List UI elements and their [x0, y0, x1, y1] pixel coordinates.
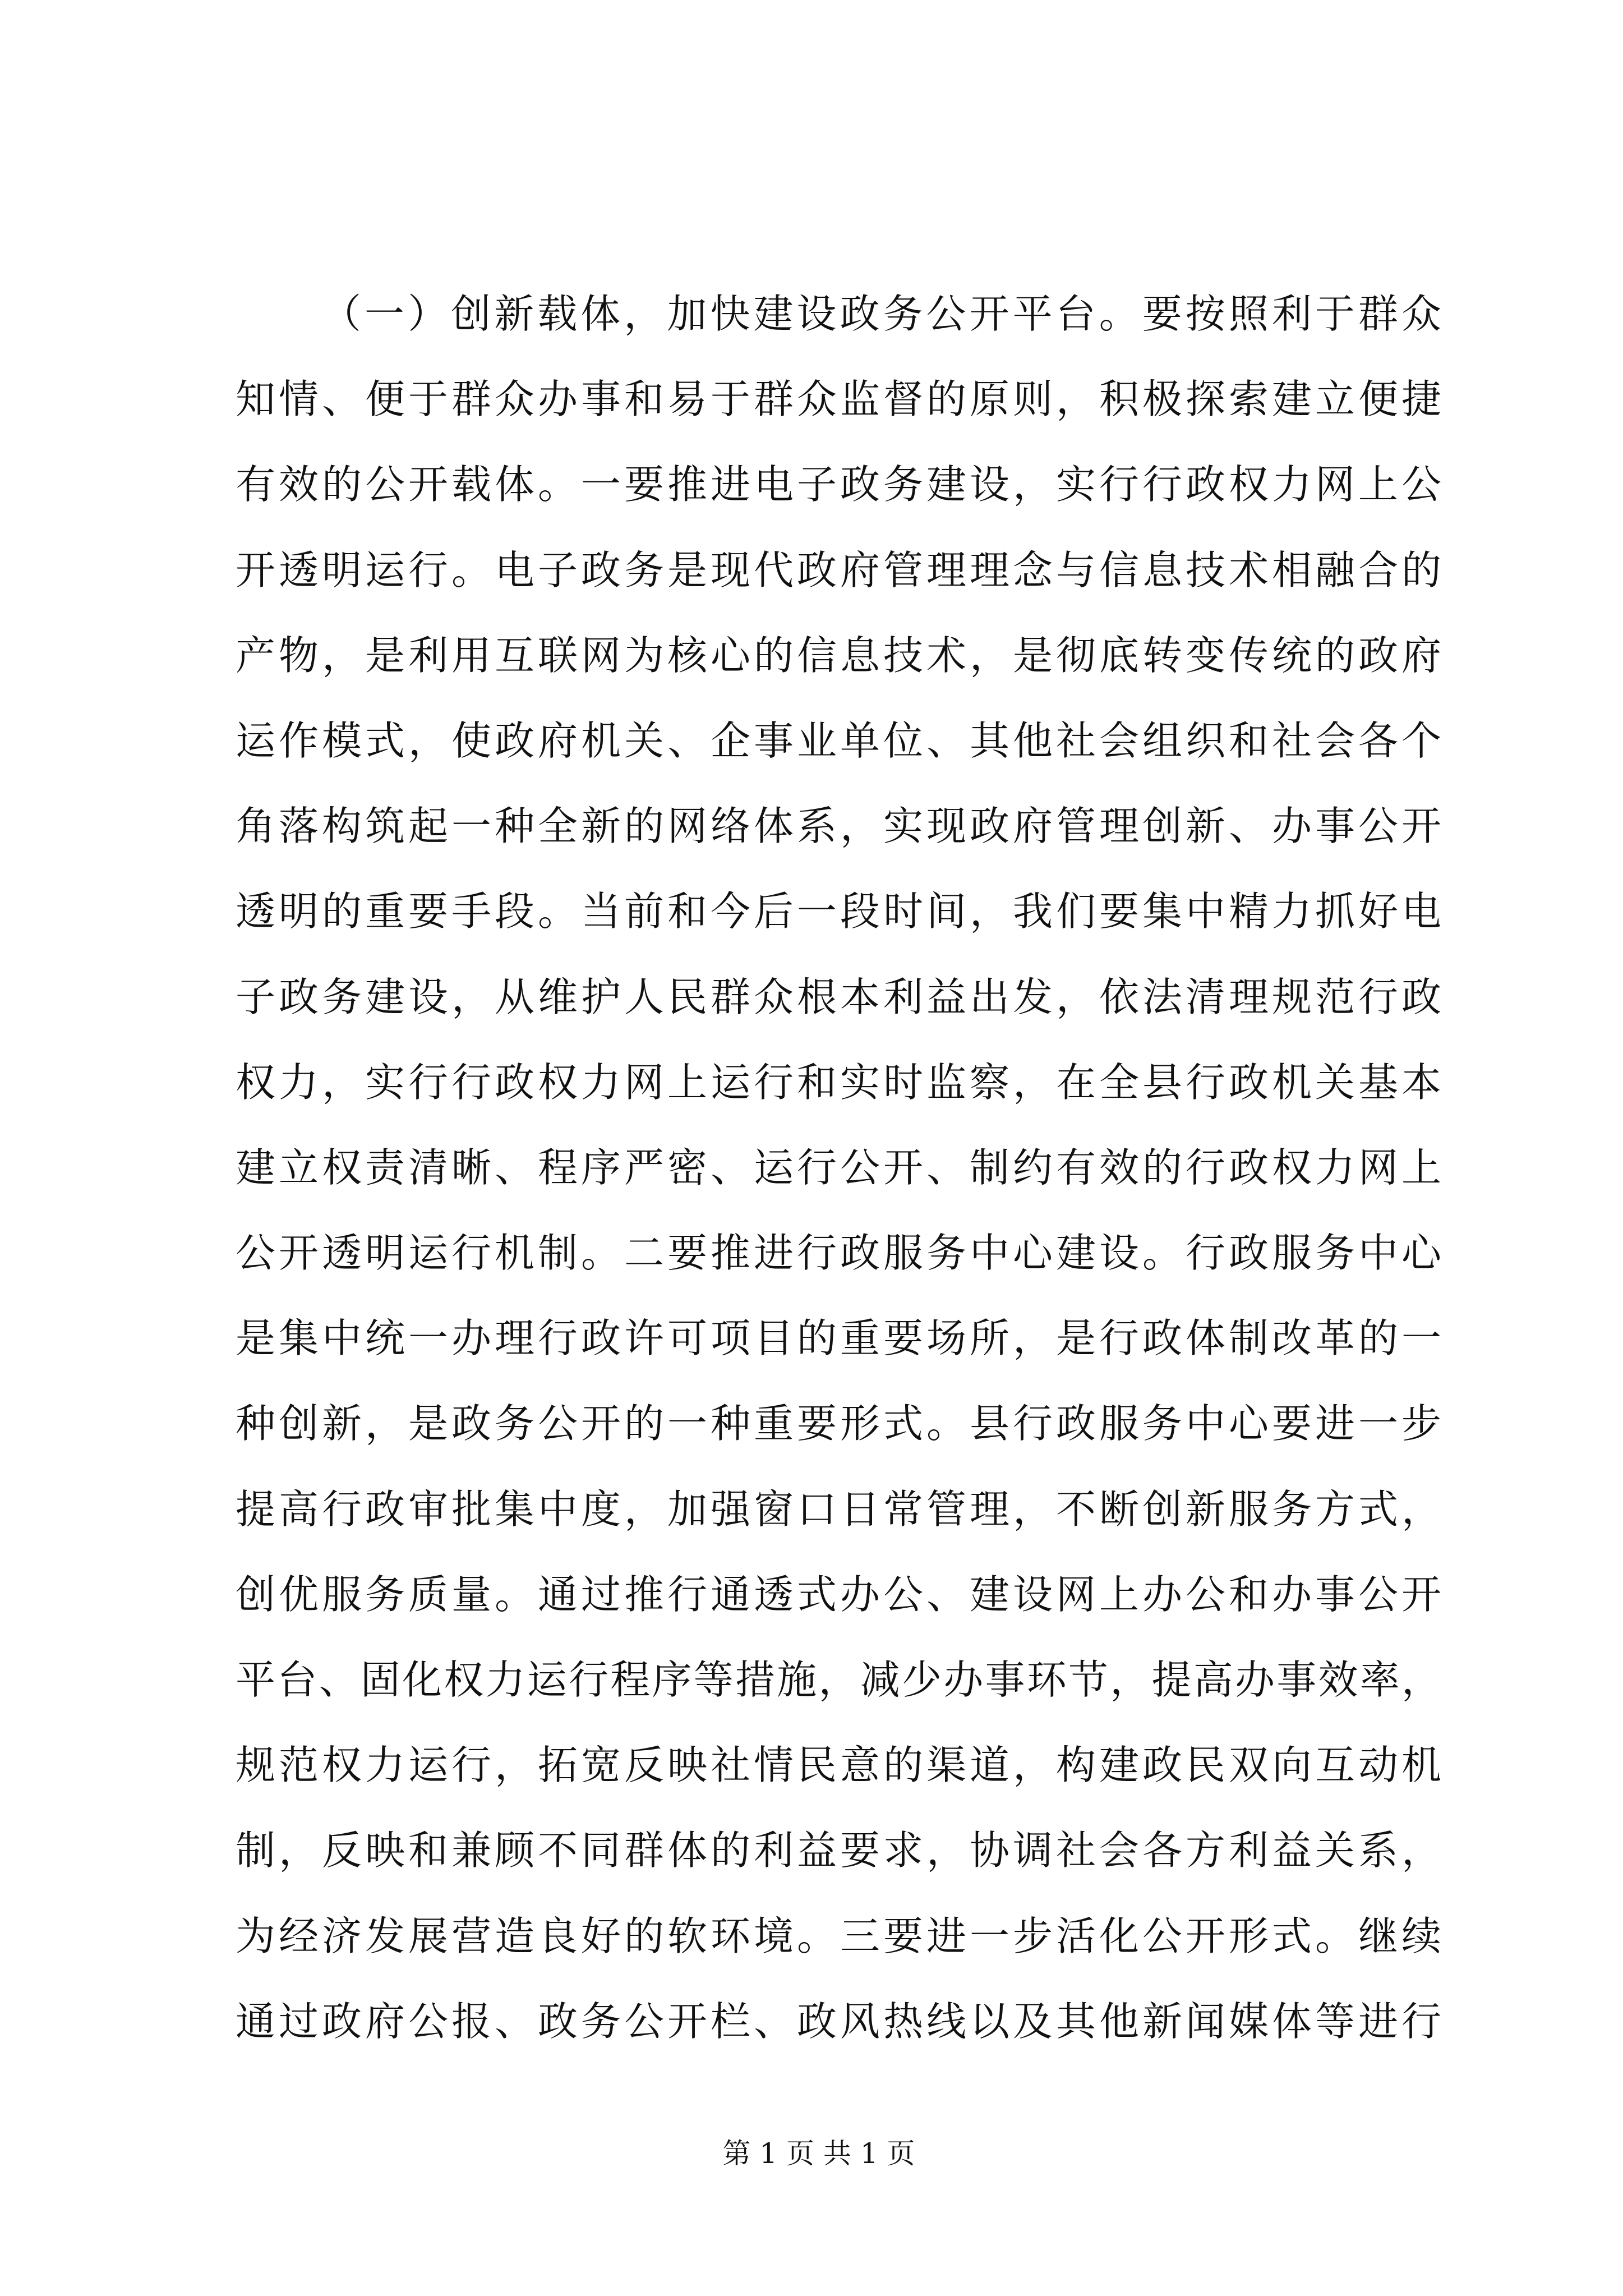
page-footer: 第 1 页 共 1 页 — [722, 2137, 915, 2170]
text-line: 有效的公开载体。一要推进电子政务建设，实行行政权力网上公 — [236, 461, 1441, 508]
text-line: （一）创新载体，加快建设政务公开平台。要按照利于群众 — [321, 291, 1441, 337]
text-line: 开透明运行。电子政务是现代政府管理理念与信息技术相融合的 — [236, 546, 1441, 593]
text-line: 建立权责清晰、程序严密、运行公开、制约有效的行政权力网上 — [236, 1144, 1441, 1191]
text-line: 通过政府公报、政务公开栏、政风热线以及其他新闻媒体等进行 — [236, 1998, 1441, 2045]
text-line: 产物，是利用互联网为核心的信息技术，是彻底转变传统的政府 — [236, 632, 1441, 679]
text-line: 平台、固化权力运行程序等措施，减少办事环节，提高办事效率， — [236, 1657, 1441, 1703]
text-line: 透明的重要手段。当前和今后一段时间，我们要集中精力抓好电 — [236, 888, 1441, 935]
body-paragraph — [236, 272, 1441, 2064]
text-line: 知情、便于群众办事和易于群众监督的原则，积极探索建立便捷 — [236, 376, 1441, 423]
text-line: 种创新，是政务公开的一种重要形式。县行政服务中心要进一步 — [236, 1400, 1441, 1447]
text-line: 规范权力运行，拓宽反映社情民意的渠道，构建政民双向互动机 — [236, 1742, 1441, 1789]
text-line: 子政务建设，从维护人民群众根本利益出发，依法清理规范行政 — [236, 973, 1441, 1020]
text-line: 为经济发展营造良好的软环境。三要进一步活化公开形式。继续 — [236, 1912, 1441, 1959]
text-line: 运作模式，使政府机关、企事业单位、其他社会组织和社会各个 — [236, 717, 1441, 764]
text-line: 公开透明运行机制。二要推进行政服务中心建设。行政服务中心 — [236, 1230, 1441, 1277]
text-line: 创优服务质量。通过推行通透式办公、建设网上办公和办事公开 — [236, 1571, 1441, 1618]
text-line: 角落构筑起一种全新的网络体系，实现政府管理创新、办事公开 — [236, 803, 1441, 850]
text-line: 是集中统一办理行政许可项目的重要场所，是行政体制改革的一 — [236, 1315, 1441, 1362]
text-line: 权力，实行行政权力网上运行和实时监察，在全县行政机关基本 — [236, 1059, 1441, 1106]
text-line: 提高行政审批集中度，加强窗口日常管理，不断创新服务方式， — [236, 1485, 1441, 1533]
text-line: 制，反映和兼顾不同群体的利益要求，协调社会各方利益关系， — [236, 1827, 1441, 1874]
